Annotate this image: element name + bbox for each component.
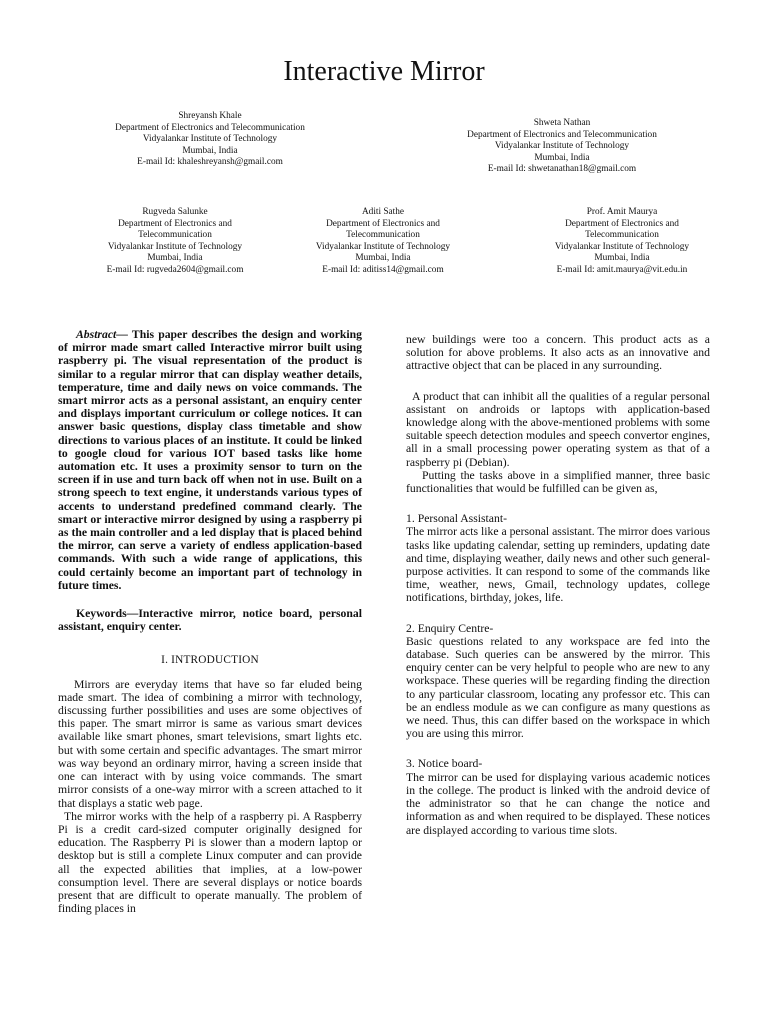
subsection-heading-enquiry-centre: 2. Enquiry Centre- [406,621,494,635]
author-location: Mumbai, India [534,152,590,163]
subsection-text: Basic questions related to any workspace are fed into the database. Such queries can be answered by the mirror. This enquiry center can be very helpful to people who are new to any workspace. These queries will be regarding finding the direction to any particular classroom, locating any professor etc. This can be an endless module as we can configure as many questions as we need. Thus, this can differ based on the workspace in which you are using this mirror. [406,634,710,741]
abstract [58,328,362,592]
paper-title: Interactive Mirror [283,56,485,87]
author-block-3 [76,207,274,277]
author-department: Department of Electronics and Telecommunication [115,122,305,133]
section-title-initial: I [171,654,176,667]
author-location: Mumbai, India [594,253,650,264]
author-department: Department of Electronics and [565,218,679,229]
author-name: Shreyansh Khale [178,111,242,121]
author-email: E-mail Id: rugveda2604@gmail.com [106,264,244,275]
author-name: Shweta Nathan [533,118,591,128]
right-column [406,333,710,837]
subsection-text: The mirror can be used for displaying various academic notices in the college. The product is linked with the android device of the administrator so that he can change the notice and information as and when required to be displayed. These notices are displayed according to various time slots. [406,770,710,837]
abstract-text: This paper describes the design and working of mirror made smart called Interactive mirror built using raspberry pi. The visual representation of the product is similar to a regular mirror that can display weather details, temperature, time and daily news on voice commands. The smart mirror acts as a personal assistant, an enquiry center and displays important curriculum or college notices. It can answer basic questions, display class timetable and show directions to various places of an institute. It could be linked to google cloud for various IOT based tasks like home automation etc. It uses a proximity sensor to turn on the screen if in use and turn back off when not in use. Built on a strong speech to text engine, it understands various types of accents to understand predefined command clearly. The smart or interactive mirror designed by using a raspberry pi as the main controller and a led display that is placed behind the mirror, can serve a variety of endless application-based commands. With such a wide range of applications, this could certainly become an important part of technology in future times. [58,328,362,592]
author-block-1 [94,111,326,169]
author-institute: Vidyalankar Institute of Technology [494,141,630,152]
section-title-rest: NTRODUCTION [175,654,259,667]
subsection-heading-personal-assistant: 1. Personal Assistant- [406,512,507,526]
author-department: Department of Electronics and [326,218,440,229]
keywords: Keywords—Interactive mirror, notice board, personal assistant, enquiry center. [58,607,362,634]
author-block-5 [516,207,728,277]
author-location: Mumbai, India [182,145,238,156]
author-location: Mumbai, India [147,253,203,264]
author-email: E-mail Id: amit.maurya@vit.edu.in [556,264,688,275]
author-name: Rugveda Salunke [142,207,208,217]
body-paragraph: new buildings were too a concern. This product acts as a solution for above problems. It also acts as an innovative and attractive object that can be placed in any surrounding. [406,333,710,373]
intro-paragraph-2: The mirror works with the help of a raspberry pi. A Raspberry Pi is a credit card-sized computer originally designed for education. The Raspberry Pi is slower than a modern laptop or desktop but is still a complete Linux computer and can provide all the expected abilities that implies, at a low-power consumption level. There are several displays or notice boards present that are difficult to operate manually. The problem of finding places in [58,809,362,916]
author-department: Department of Electronics and Telecommunication [467,129,657,140]
author-department: Department of Electronics and [118,218,232,229]
author-department-cont: Telecommunication [138,230,212,241]
section-heading-introduction [58,654,362,667]
subsection-heading-notice-board: 3. Notice board- [406,757,483,771]
abstract-label: Abstract— [76,328,128,341]
intro-paragraph-1: Mirrors are everyday items that have so far eluded being made smart. The idea of combining a mirror with technology, discussing further possibilities and uses are some objectives of this paper. The smart mirror is same as various smart devices available like smart phones, smart televisions, smart lights etc. but with some certain and specific advantages. The smart mirror was way beyond an ordinary mirror, having a screen inside that one can interact with by using voice commands. The smart mirror consists of a one-way mirror with a screen attached to it that displays a static web page. [58,677,362,810]
author-name: Aditi Sathe [361,207,405,217]
author-institute: Vidyalankar Institute of Technology [315,241,451,252]
section-number: I. [161,654,172,667]
author-block-4 [298,207,468,277]
left-column [58,328,362,915]
author-email: E-mail Id: aditiss14@gmail.com [322,264,444,275]
author-email: E-mail Id: khaleshreyansh@gmail.com [137,157,283,168]
author-department-cont: Telecommunication [346,230,420,241]
author-institute: Vidyalankar Institute of Technology [554,241,690,252]
author-institute: Vidyalankar Institute of Technology [142,134,278,145]
author-department-cont: Telecommunication [585,230,659,241]
body-paragraph: A product that can inhibit all the qualities of a regular personal assistant on androids or laptops with application-based knowledge along with the above-mentioned problems with some suitable speech detection modules and speech convertor engines, all in a small processing power operating system as that of a raspberry pi (Debian). [406,389,710,469]
author-email: E-mail Id: shwetanathan18@gmail.com [487,164,637,175]
author-name: Prof. Amit Maurya [586,207,658,217]
body-paragraph: Putting the tasks above in a simplified manner, three basic functionalities that would be fulfilled can be given as, [406,468,710,496]
author-block-2 [438,118,686,176]
subsection-text: The mirror acts like a personal assistant. The mirror does various tasks like updating calendar, setting up reminders, updating date and time, displaying weather, daily news and other such general-purpose activities. It can respond to some of the commands like time, weather, news, Gmail, technology updates, college notifications, birthday, jokes, life. [406,525,710,605]
author-institute: Vidyalankar Institute of Technology [107,241,243,252]
author-location: Mumbai, India [355,253,411,264]
